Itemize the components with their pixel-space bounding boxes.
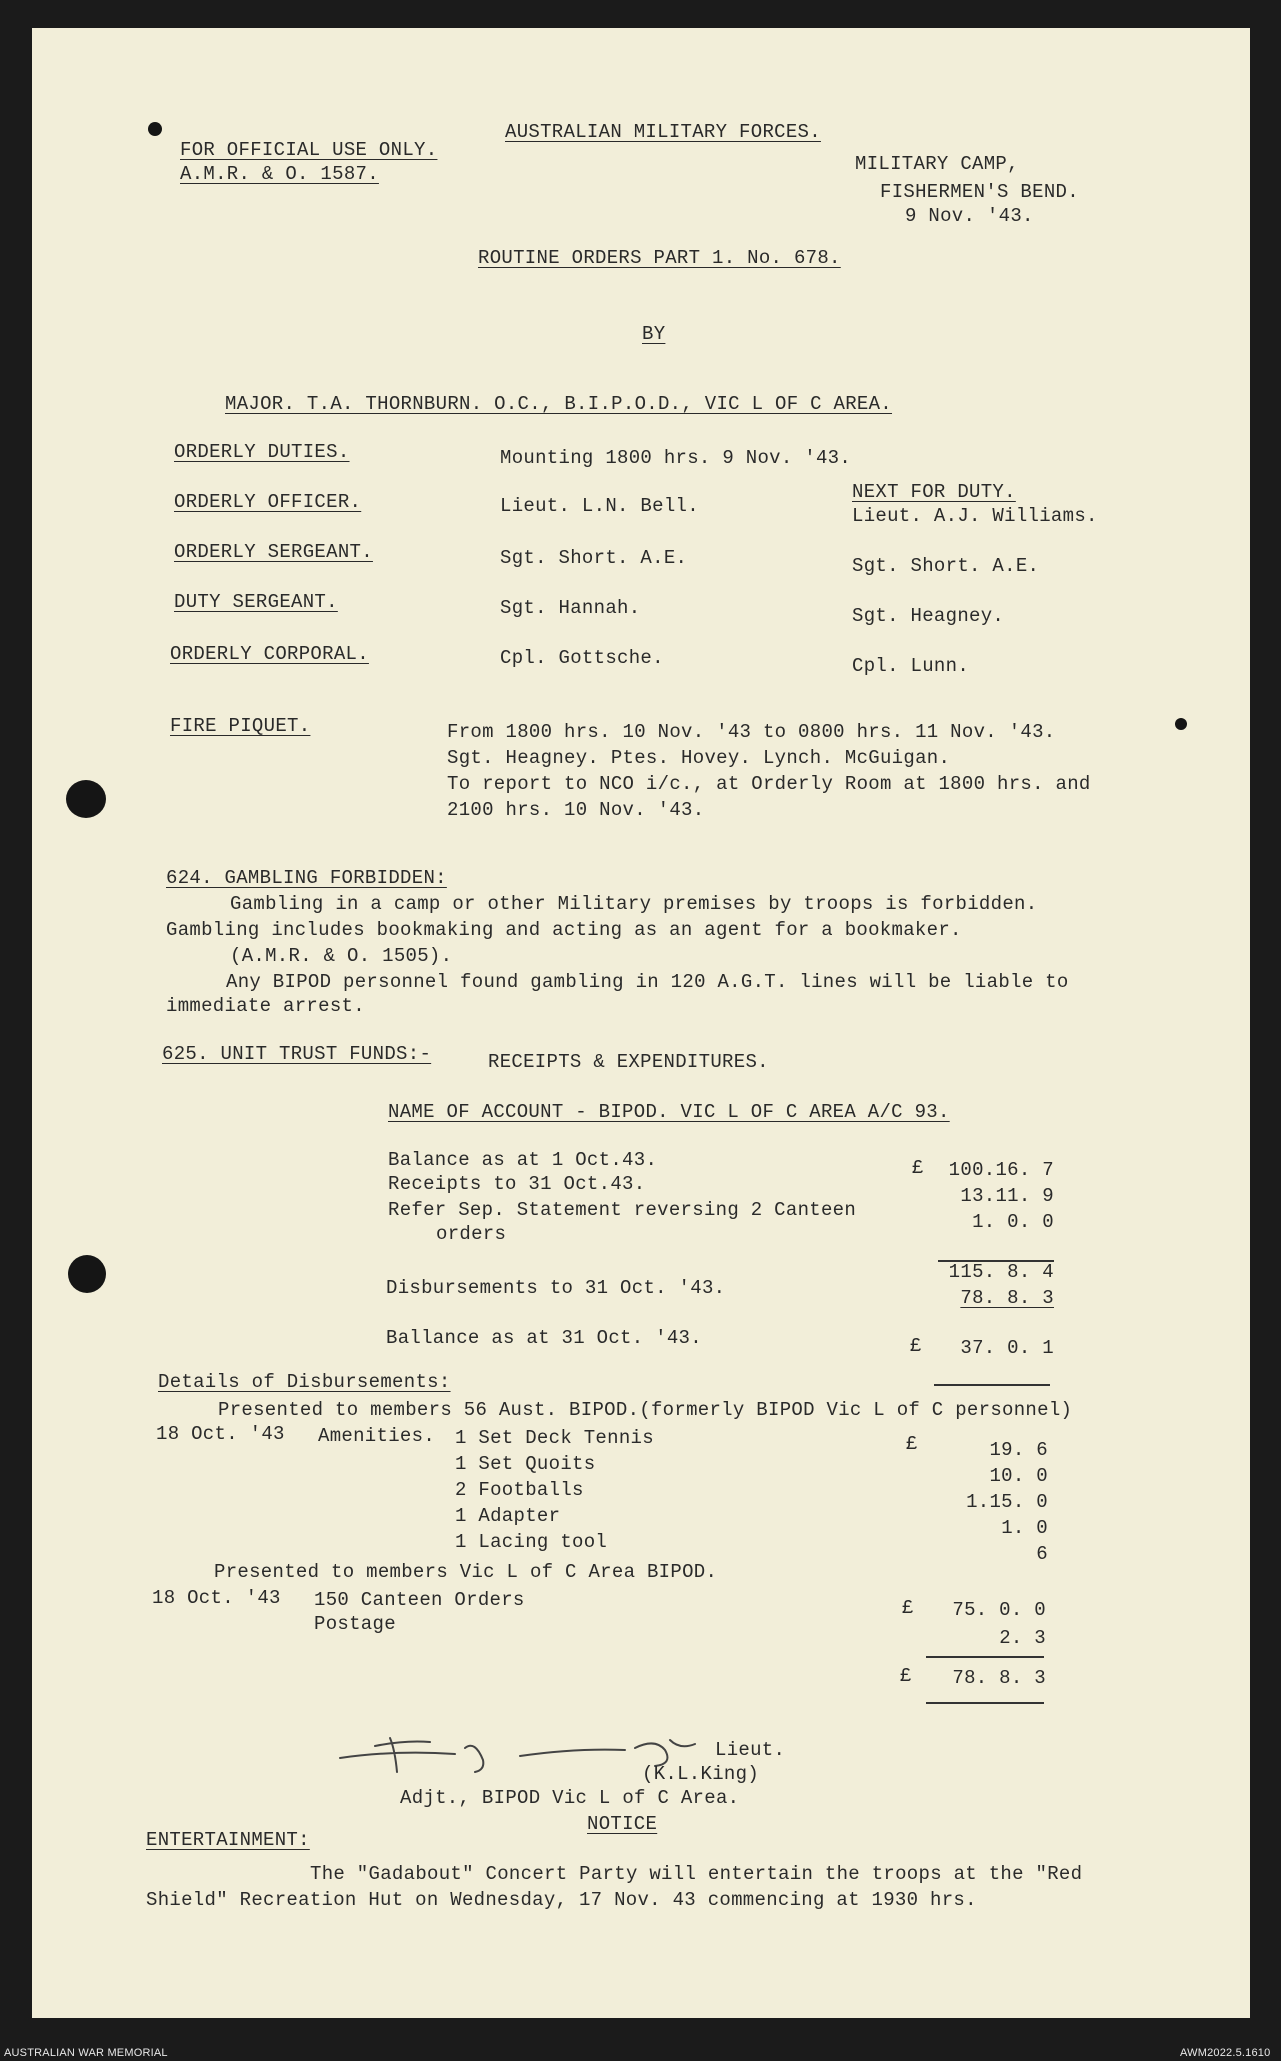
details-date-2: 18 Oct. '43 (152, 1587, 281, 1609)
notice-heading: NOTICE (587, 1813, 658, 1835)
official-use-label: FOR OFFICIAL USE ONLY. (180, 139, 438, 161)
currency-symbol: £ (902, 1597, 914, 1619)
currency-symbol: £ (910, 1335, 922, 1357)
notice-line-1: The "Gadabout" Concert Party will entertain the troops at the "Red (310, 1863, 1083, 1885)
ballance-value: 37. 0. 1 (960, 1337, 1054, 1359)
orderly-corporal-label: ORDERLY CORPORAL. (170, 643, 369, 665)
orderly-sergeant-next: Sgt. Short. A.E. (852, 555, 1040, 577)
refer-label-cont: orders (436, 1223, 507, 1245)
subtotal-value: 115. 8. 4 (948, 1261, 1054, 1283)
amenity-item: 1 Set Deck Tennis (455, 1427, 654, 1449)
fire-piquet-line: From 1800 hrs. 10 Nov. '43 to 0800 hrs. 11 Nov. '43. (447, 721, 1056, 743)
postage-label: Postage (314, 1613, 396, 1635)
forces-title: AUSTRALIAN MILITARY FORCES. (505, 121, 821, 143)
details-heading: Details of Disbursements: (158, 1371, 451, 1393)
duty-sergeant-next: Sgt. Heagney. (852, 605, 1005, 627)
amenity-item: 1 Lacing tool (455, 1531, 608, 1553)
disbursements-label: Disbursements to 31 Oct. '43. (386, 1277, 726, 1299)
ballance-rule (934, 1384, 1050, 1386)
total-value: 78. 8. 3 (952, 1667, 1046, 1689)
pin-mark-right (1175, 718, 1187, 730)
currency-symbol: £ (906, 1433, 918, 1455)
orderly-sergeant-label: ORDERLY SERGEANT. (174, 541, 373, 563)
entertainment-label: ENTERTAINMENT: (146, 1829, 310, 1851)
by-label: BY (642, 323, 666, 345)
orderly-corporal-next: Cpl. Lunn. (852, 655, 970, 677)
disbursements-value: 78. 8. 3 (960, 1287, 1054, 1309)
gambling-line: Gambling in a camp or other Military premises by troops is forbidden. (230, 893, 1038, 915)
gambling-line: Gambling includes bookmaking and acting as an agent for a bookmaker. (166, 919, 962, 941)
orderly-officer-label: ORDERLY OFFICER. (174, 491, 362, 513)
gambling-line: (A.M.R. & O. 1505). (230, 945, 453, 967)
duty-sergeant-label: DUTY SERGEANT. (174, 591, 338, 613)
orderly-duties-label: ORDERLY DUTIES. (174, 441, 350, 463)
signature-rank: Lieut. (715, 1739, 786, 1761)
balance-value: 100.16. 7 (948, 1159, 1054, 1181)
postage-value: 2. 3 (999, 1627, 1046, 1649)
fire-piquet-line: To report to NCO i/c., at Orderly Room at 1800 hrs. and (447, 773, 1091, 795)
amenity-value: 6 (1036, 1543, 1048, 1565)
orderly-duties-value: Mounting 1800 hrs. 9 Nov. '43. (500, 447, 852, 469)
amenity-value: 19. 6 (989, 1439, 1048, 1461)
amenity-value: 1. 0 (1001, 1517, 1048, 1539)
amenity-value: 1.15. 0 (966, 1491, 1048, 1513)
fire-piquet-line: Sgt. Heagney. Ptes. Hovey. Lynch. McGuigan. (447, 747, 951, 769)
refer-value: 1. 0. 0 (972, 1211, 1054, 1233)
balance-label: Balance as at 1 Oct.43. (388, 1149, 658, 1171)
receipts-label: Receipts to 31 Oct.43. (388, 1173, 646, 1195)
details-date-1: 18 Oct. '43 (156, 1423, 285, 1445)
punch-hole-top (66, 780, 106, 818)
signature-title: Adjt., BIPOD Vic L of C Area. (400, 1787, 740, 1809)
currency-symbol: £ (912, 1157, 924, 1179)
canteen-value: 75. 0. 0 (952, 1599, 1046, 1621)
presented-line-2: Presented to members Vic L of C Area BIPOD. (214, 1561, 718, 1583)
funds-subheading: RECEIPTS & EXPENDITURES. (488, 1051, 769, 1073)
amenity-item: 1 Adapter (455, 1505, 561, 1527)
notice-line-2: Shield" Recreation Hut on Wednesday, 17 Nov. 43 commencing at 1930 hrs. (146, 1889, 977, 1911)
next-for-duty-label: NEXT FOR DUTY. (852, 481, 1016, 503)
fire-piquet-label: FIRE PIQUET. (170, 715, 311, 737)
receipts-value: 13.11. 9 (960, 1185, 1054, 1207)
fire-piquet-line: 2100 hrs. 10 Nov. '43. (447, 799, 705, 821)
refer-label: Refer Sep. Statement reversing 2 Canteen (388, 1199, 857, 1221)
amenity-item: 2 Footballs (455, 1479, 584, 1501)
account-name: NAME OF ACCOUNT - BIPOD. VIC L OF C AREA A/C 93. (388, 1101, 950, 1123)
duty-sergeant-current: Sgt. Hannah. (500, 597, 641, 619)
pin-mark-left (148, 122, 162, 136)
orderly-officer-next: Lieut. A.J. Williams. (852, 505, 1098, 527)
camp-location: FISHERMEN'S BEND. (880, 181, 1079, 203)
orderly-corporal-current: Cpl. Gottsche. (500, 647, 664, 669)
amenities-label: Amenities. (318, 1425, 436, 1447)
punch-hole-bottom (68, 1255, 106, 1293)
funds-heading: 625. UNIT TRUST FUNDS:- (162, 1043, 432, 1065)
ballance-label: Ballance as at 31 Oct. '43. (386, 1327, 702, 1349)
total-double-rule (926, 1702, 1044, 1704)
presented-line-1: Presented to members 56 Aust. BIPOD.(formerly BIPOD Vic L of C personnel) (218, 1399, 1073, 1421)
document-date: 9 Nov. '43. (905, 205, 1034, 227)
orderly-officer-current: Lieut. L.N. Bell. (500, 495, 699, 517)
gambling-line: Any BIPOD personnel found gambling in 120 A.G.T. lines will be liable to (226, 971, 1069, 993)
footer-institution: AUSTRALIAN WAR MEMORIAL (4, 2047, 168, 2059)
signature-name: (K.L.King) (642, 1763, 760, 1785)
currency-symbol: £ (900, 1665, 912, 1687)
amenity-value: 10. 0 (989, 1465, 1048, 1487)
issuer-line: MAJOR. T.A. THORNBURN. O.C., B.I.P.O.D., VIC L OF C AREA. (225, 393, 893, 415)
orderly-sergeant-current: Sgt. Short. A.E. (500, 547, 688, 569)
amenity-item: 1 Set Quoits (455, 1453, 596, 1475)
amr-reference: A.M.R. & O. 1587. (180, 163, 379, 185)
total-rule (926, 1656, 1044, 1658)
canteen-orders: 150 Canteen Orders (314, 1589, 525, 1611)
footer-accession: AWM2022.5.1610 (1180, 2047, 1271, 2059)
gambling-line: immediate arrest. (166, 995, 365, 1017)
camp-name: MILITARY CAMP, (855, 153, 1019, 175)
gambling-heading: 624. GAMBLING FORBIDDEN: (166, 867, 447, 889)
orders-title: ROUTINE ORDERS PART 1. No. 678. (478, 247, 841, 269)
